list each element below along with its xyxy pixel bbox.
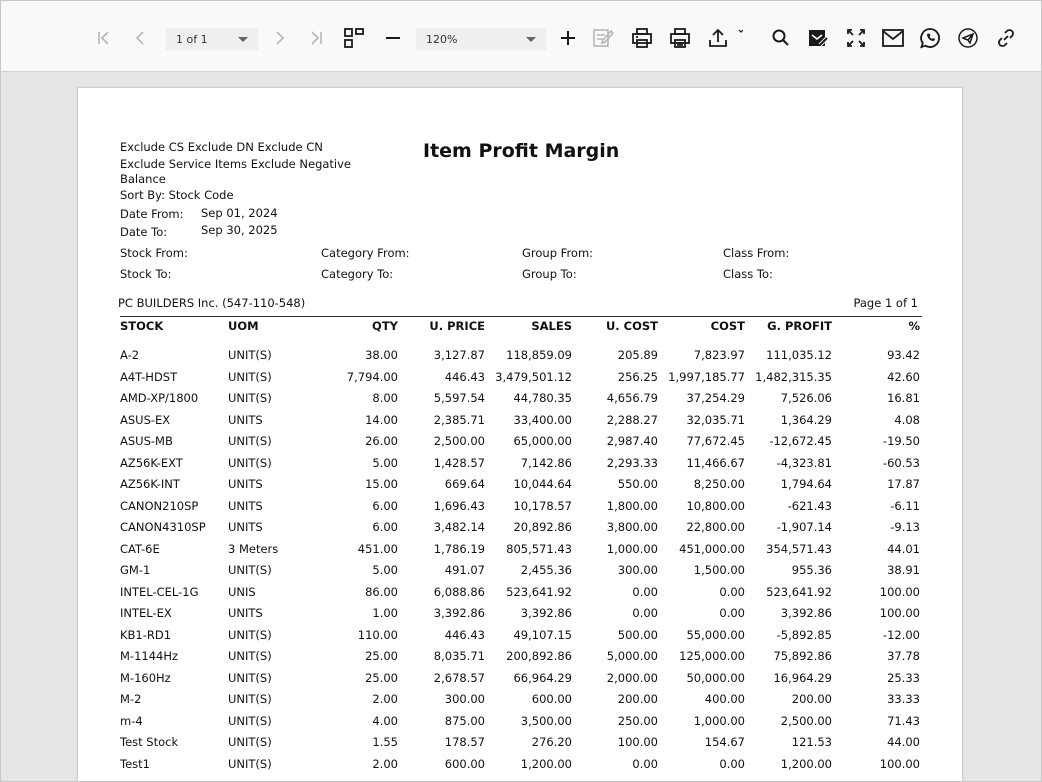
table-row (78, 757, 962, 779)
cell-cost: 1,500.00 (693, 563, 745, 577)
cell-cost: 32,035.71 (686, 412, 745, 427)
filters-line-1: Exclude CS Exclude DN Exclude CN (120, 140, 323, 154)
cell-uprice: 1,428.57 (433, 455, 485, 470)
cell-uprice: 3,482.14 (433, 520, 485, 534)
telegram-icon[interactable] (955, 23, 981, 53)
table-row (78, 714, 962, 736)
cell-uom: UNIT(S) (228, 391, 272, 405)
cell-qty: 1.55 (372, 735, 398, 749)
report-title: Item Profit Margin (423, 140, 620, 162)
prev-page-icon[interactable] (129, 23, 151, 53)
page-number: Page 1 of 1 (853, 296, 918, 310)
cell-uprice: 2,500.00 (433, 434, 485, 448)
cell-ucost: 2,000.00 (606, 670, 658, 685)
cell-stock: ASUS-EX (120, 412, 171, 427)
cell-sales: 1,200.00 (520, 756, 572, 771)
cell-ucost: 1,800.00 (606, 498, 658, 513)
table-row (78, 456, 962, 478)
cell-sales: 65,000.00 (513, 434, 572, 448)
thumbnails-icon[interactable] (341, 23, 367, 53)
cell-uom: UNIT(S) (228, 649, 272, 663)
cell-uprice: 3,392.86 (433, 606, 485, 620)
table-row (78, 520, 962, 542)
cell-sales: 118,859.09 (506, 348, 572, 362)
table-row (78, 370, 962, 392)
cell-uom: UNITS (228, 498, 263, 513)
filters-line-3: Balance (120, 172, 166, 186)
cell-cost: 11,466.67 (686, 455, 745, 470)
cell-uom: UNIT(S) (228, 369, 272, 384)
cell-qty: 38.00 (365, 348, 398, 362)
page-indicator: 1 of 1 (176, 32, 208, 46)
cell-cost: 50,000.00 (686, 670, 745, 685)
cell-cost: 8,250.00 (693, 477, 745, 491)
cell-pct: 44.00 (887, 735, 920, 749)
cell-sales: 805,571.43 (506, 541, 572, 556)
cell-gprofit: 523,641.92 (766, 584, 832, 599)
cell-stock: A4T-HDST (120, 369, 178, 384)
cell-uom: UNITS (228, 606, 263, 620)
cell-sales: 33,400.00 (513, 412, 572, 427)
cell-uprice: 446.43 (444, 369, 485, 384)
cell-ucost: 5,000.00 (606, 649, 658, 663)
cell-gprofit: 1,364.29 (780, 412, 832, 427)
cell-stock: CANON210SP (120, 498, 199, 513)
cell-ucost: 500.00 (617, 627, 658, 642)
first-page-icon[interactable] (93, 23, 115, 53)
last-page-icon[interactable] (305, 23, 327, 53)
cell-uom: UNIT(S) (228, 563, 272, 577)
cell-stock: Test1 (120, 756, 150, 771)
cell-gprofit: -12,672.45 (769, 434, 832, 448)
cell-uprice: 8,035.71 (433, 649, 485, 663)
cell-cost: 0.00 (719, 756, 745, 771)
group-to-label: Group To: (522, 267, 577, 281)
export-icon[interactable] (705, 23, 745, 53)
cell-pct: -60.53 (882, 455, 920, 470)
viewer-toolbar (1, 1, 1041, 72)
cell-cost: 77,672.45 (686, 434, 745, 448)
cell-uom: UNIT(S) (228, 455, 272, 470)
cell-qty: 1.00 (372, 606, 398, 620)
cell-pct: -6.11 (890, 498, 920, 513)
zoom-value: 120% (426, 32, 458, 46)
cell-stock: INTEL-EX (120, 606, 172, 620)
cell-ucost: 550.00 (617, 477, 658, 491)
col-header-uom: UOM (228, 319, 259, 333)
print-icon[interactable] (629, 23, 655, 53)
table-row (78, 391, 962, 413)
cell-gprofit: 1,794.64 (780, 477, 832, 491)
cell-gprofit: 3,392.86 (780, 606, 832, 620)
cell-cost: 125,000.00 (679, 649, 745, 663)
cell-uprice: 600.00 (444, 756, 485, 771)
chevron-down-icon (238, 37, 248, 42)
cell-uprice: 6,088.86 (433, 584, 485, 599)
zoom-out-icon[interactable] (381, 23, 405, 53)
cell-uprice: 491.07 (444, 563, 485, 577)
cell-gprofit: 121.53 (791, 735, 832, 749)
cell-pct: 17.87 (887, 477, 920, 491)
cell-stock: GM-1 (120, 563, 151, 577)
col-header-ucost: U. COST (605, 319, 658, 333)
table-row (78, 434, 962, 456)
table-row (78, 671, 962, 693)
cell-gprofit: 354,571.43 (766, 541, 832, 556)
table-row (78, 413, 962, 435)
cell-uprice: 669.64 (444, 477, 485, 491)
cell-ucost: 256.25 (617, 369, 658, 384)
cell-gprofit: 1,482,315.35 (755, 369, 832, 384)
cell-gprofit: -4,323.81 (776, 455, 832, 470)
cell-stock: M-160Hz (120, 670, 171, 685)
cell-stock: INTEL-CEL-1G (120, 584, 199, 599)
cell-pct: 4.08 (894, 412, 920, 427)
zoom-in-icon[interactable] (556, 23, 580, 53)
cell-cost: 1,000.00 (693, 713, 745, 728)
cell-qty: 7,794.00 (346, 369, 398, 384)
cell-qty: 2.00 (372, 692, 398, 706)
table-row (78, 499, 962, 521)
cell-pct: -19.50 (882, 434, 920, 448)
cell-ucost: 1,000.00 (606, 541, 658, 556)
cell-ucost: 300.00 (617, 563, 658, 577)
cell-cost: 400.00 (704, 692, 745, 706)
cell-pct: 71.43 (887, 713, 920, 728)
cell-uom: UNIS (228, 584, 256, 599)
next-page-icon[interactable] (269, 23, 291, 53)
cell-gprofit: 200.00 (791, 692, 832, 706)
cell-pct: 38.91 (887, 563, 920, 577)
date-to-value: Sep 30, 2025 (201, 223, 278, 237)
stock-to-label: Stock To: (120, 267, 172, 281)
cell-pct: 33.33 (887, 692, 920, 706)
cell-sales: 49,107.15 (513, 627, 572, 642)
cell-stock: KB1-RD1 (120, 627, 172, 642)
cell-ucost: 200.00 (617, 692, 658, 706)
cell-gprofit: 7,526.06 (780, 391, 832, 405)
cell-qty: 86.00 (365, 584, 398, 599)
company-name: PC BUILDERS Inc. (547-110-548) (118, 296, 306, 310)
cell-uprice: 875.00 (444, 713, 485, 728)
cell-qty: 8.00 (372, 391, 398, 405)
table-row (78, 606, 962, 628)
cell-pct: 44.01 (887, 541, 920, 556)
cell-ucost: 250.00 (617, 713, 658, 728)
cell-qty: 4.00 (372, 713, 398, 728)
cell-qty: 6.00 (372, 498, 398, 513)
cell-uom: UNIT(S) (228, 735, 272, 749)
cell-uprice: 1,696.43 (433, 498, 485, 513)
cell-pct: -9.13 (890, 520, 920, 534)
cell-gprofit: 2,500.00 (780, 713, 832, 728)
cell-sales: 2,455.36 (520, 563, 572, 577)
cell-uprice: 5,597.54 (433, 391, 485, 405)
cell-stock: AZ56K-EXT (120, 455, 183, 470)
class-from-label: Class From: (723, 246, 790, 260)
cell-gprofit: 955.36 (791, 563, 832, 577)
cell-gprofit: -1,907.14 (776, 520, 832, 534)
page-select[interactable] (166, 28, 258, 50)
cell-uom: UNIT(S) (228, 627, 272, 642)
cell-stock: AMD-XP/1800 (120, 391, 199, 405)
cell-sales: 10,178.57 (513, 498, 572, 513)
cell-ucost: 3,800.00 (606, 520, 658, 534)
cell-sales: 3,392.86 (520, 606, 572, 620)
cell-uom: UNIT(S) (228, 713, 272, 728)
cell-cost: 1,997,185.77 (668, 369, 745, 384)
col-header-pct: % (908, 319, 920, 333)
col-header-qty: QTY (372, 319, 398, 333)
search-icon[interactable] (769, 23, 793, 53)
cell-sales: 20,892.86 (513, 520, 572, 534)
cell-qty: 15.00 (365, 477, 398, 491)
cell-uom: 3 Meters (228, 541, 279, 556)
cell-gprofit: 1,200.00 (780, 756, 832, 771)
cell-qty: 5.00 (372, 455, 398, 470)
cell-gprofit: 75,892.86 (773, 649, 832, 663)
cell-sales: 276.20 (531, 735, 572, 749)
class-to-label: Class To: (723, 267, 773, 281)
cell-uprice: 1,786.19 (433, 541, 485, 556)
cell-ucost: 100.00 (617, 735, 658, 749)
date-to-label: Date To: (120, 225, 168, 239)
date-from-value: Sep 01, 2024 (201, 206, 278, 220)
cell-sales: 3,500.00 (520, 713, 572, 728)
cell-qty: 451.00 (357, 541, 398, 556)
cell-qty: 110.00 (357, 627, 398, 642)
cell-ucost: 0.00 (632, 584, 658, 599)
table-row (78, 692, 962, 714)
report-page (77, 87, 963, 782)
cell-stock: M-1144Hz (120, 649, 179, 663)
cell-stock: m-4 (120, 713, 143, 728)
table-row (78, 628, 962, 650)
filters-line-2: Exclude Service Items Exclude Negative (120, 157, 352, 171)
cell-stock: CANON4310SP (120, 520, 206, 534)
cell-cost: 55,000.00 (686, 627, 745, 642)
edit-icon[interactable] (590, 23, 618, 53)
cell-ucost: 4,656.79 (606, 391, 658, 405)
zoom-select[interactable] (416, 28, 546, 50)
cell-qty: 5.00 (372, 563, 398, 577)
cell-uprice: 2,678.57 (433, 670, 485, 685)
cell-stock: ASUS-MB (120, 434, 173, 448)
cell-pct: 16.81 (887, 391, 920, 405)
header-rule (120, 316, 922, 317)
cell-uom: UNIT(S) (228, 756, 272, 771)
cell-cost: 0.00 (719, 606, 745, 620)
cell-cost: 451,000.00 (679, 541, 745, 556)
col-header-cost: COST (710, 319, 745, 333)
stock-from-label: Stock From: (120, 246, 188, 260)
cell-pct: 100.00 (879, 606, 920, 620)
cell-cost: 37,254.29 (686, 391, 745, 405)
cell-qty: 14.00 (365, 412, 398, 427)
cell-cost: 154.67 (704, 735, 745, 749)
col-header-gprofit: G. PROFIT (767, 319, 832, 333)
sort-by: Sort By: Stock Code (120, 188, 234, 202)
cell-ucost: 0.00 (632, 756, 658, 771)
cell-sales: 7,142.86 (520, 455, 572, 470)
cell-cost: 7,823.97 (693, 348, 745, 362)
table-row (78, 477, 962, 499)
cell-uprice: 178.57 (444, 735, 485, 749)
cell-sales: 10,044.64 (513, 477, 572, 491)
cell-stock: Test Stock (120, 735, 179, 749)
cell-gprofit: -5,892.85 (776, 627, 832, 642)
cell-sales: 200,892.86 (506, 649, 572, 663)
col-header-uprice: U. PRICE (429, 319, 485, 333)
cell-uprice: 3,127.87 (433, 348, 485, 362)
cell-pct: 25.33 (887, 670, 920, 685)
cell-gprofit: 111,035.12 (766, 348, 832, 362)
cell-uom: UNITS (228, 412, 263, 427)
cell-qty: 2.00 (372, 756, 398, 771)
cell-pct: 100.00 (879, 756, 920, 771)
cell-stock: A-2 (120, 348, 140, 362)
table-row (78, 542, 962, 564)
cell-sales: 523,641.92 (506, 584, 572, 599)
cell-sales: 600.00 (531, 692, 572, 706)
cell-uprice: 446.43 (444, 627, 485, 642)
cell-stock: CAT-6E (120, 541, 160, 556)
cell-uom: UNIT(S) (228, 692, 272, 706)
chevron-down-icon (526, 37, 536, 42)
cell-pct: 93.42 (887, 348, 920, 362)
col-header-sales: SALES (531, 319, 572, 333)
cell-uprice: 2,385.71 (433, 412, 485, 427)
cell-uprice: 300.00 (444, 692, 485, 706)
cell-uom: UNIT(S) (228, 348, 272, 362)
table-row (78, 649, 962, 671)
cell-pct: 100.00 (879, 584, 920, 599)
email-icon[interactable] (879, 23, 907, 53)
date-from-label: Date From: (120, 207, 184, 221)
cell-stock: M-2 (120, 692, 142, 706)
category-to-label: Category To: (321, 267, 394, 281)
col-header-stock: STOCK (120, 319, 164, 333)
cell-cost: 0.00 (719, 584, 745, 599)
cell-ucost: 2,288.27 (606, 412, 658, 427)
cell-gprofit: -621.43 (787, 498, 832, 513)
cell-uom: UNIT(S) (228, 670, 272, 685)
cell-qty: 26.00 (365, 434, 398, 448)
cell-ucost: 2,293.33 (606, 455, 658, 470)
table-row (78, 585, 962, 607)
cell-ucost: 2,987.40 (606, 434, 658, 448)
cell-gprofit: 16,964.29 (773, 670, 832, 685)
cell-pct: 42.60 (887, 369, 920, 384)
cell-qty: 25.00 (365, 649, 398, 663)
table-row (78, 735, 962, 757)
cell-pct: 37.78 (887, 649, 920, 663)
link-icon[interactable] (993, 23, 1019, 53)
print-preview-icon[interactable] (667, 23, 693, 53)
cell-sales: 44,780.35 (513, 391, 572, 405)
cell-qty: 6.00 (372, 520, 398, 534)
cell-uom: UNITS (228, 520, 263, 534)
cell-cost: 10,800.00 (686, 498, 745, 513)
cell-uom: UNITS (228, 477, 263, 491)
cell-ucost: 205.89 (617, 348, 658, 362)
cell-sales: 66,964.29 (513, 670, 572, 685)
send-icon[interactable] (805, 23, 831, 53)
group-from-label: Group From: (522, 246, 594, 260)
whatsapp-icon[interactable] (917, 23, 943, 53)
table-row (78, 348, 962, 370)
cell-qty: 25.00 (365, 670, 398, 685)
cell-ucost: 0.00 (632, 606, 658, 620)
cell-cost: 22,800.00 (686, 520, 745, 534)
cell-uom: UNIT(S) (228, 434, 272, 448)
cell-stock: AZ56K-INT (120, 477, 180, 491)
category-from-label: Category From: (321, 246, 410, 260)
fullscreen-icon[interactable] (843, 23, 869, 53)
cell-pct: -12.00 (882, 627, 920, 642)
table-row (78, 563, 962, 585)
cell-sales: 3,479,501.12 (495, 369, 572, 384)
